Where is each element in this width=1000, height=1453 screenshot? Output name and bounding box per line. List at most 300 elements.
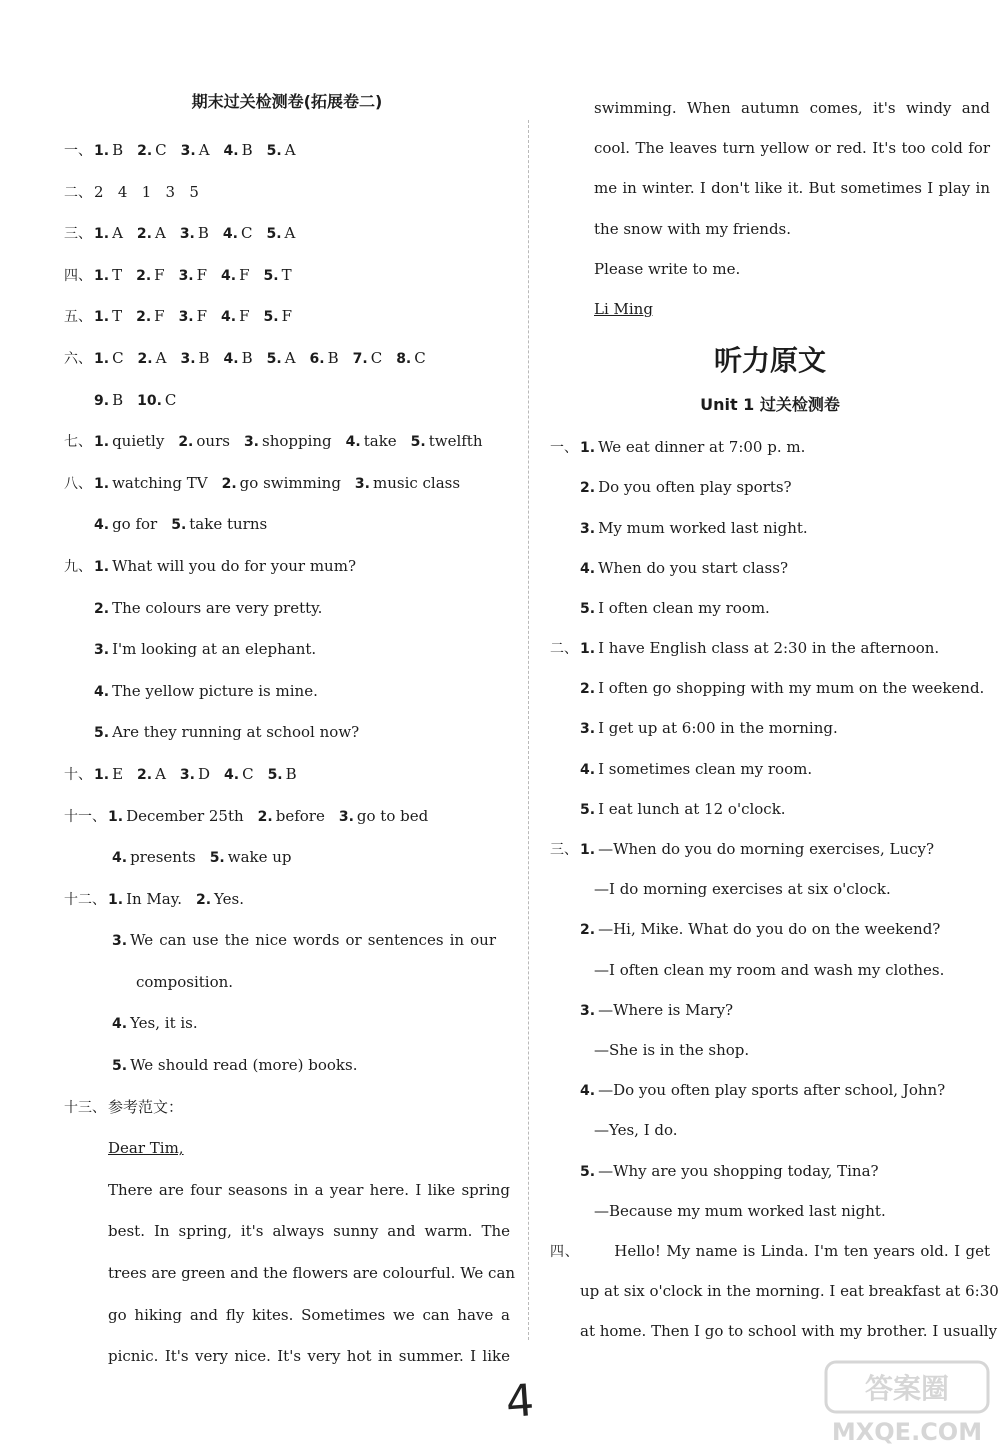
answer-line (550, 789, 990, 829)
item-number: 2. (178, 434, 194, 451)
answer-line (550, 548, 990, 588)
item-answer: The yellow picture is mine. (112, 681, 318, 700)
section-label: 五、 (64, 309, 92, 326)
answer-line (64, 296, 510, 338)
item-number: 5. (410, 434, 426, 451)
answer-item (138, 349, 167, 367)
answer-item (353, 349, 383, 367)
answer-line (64, 463, 510, 505)
answer-item (179, 266, 207, 284)
item-number: 4. (221, 267, 237, 284)
item-answer: We eat dinner at 7:00 p. m. (598, 438, 806, 457)
item-answer: We should read (more) books. (130, 1056, 358, 1075)
letter-continuation (550, 88, 990, 329)
answer-line (550, 829, 990, 869)
item-answer: I have English class at 2:30 in the afternoon. (598, 639, 940, 658)
item-answer: A (284, 348, 296, 367)
answer-item (137, 224, 166, 242)
item-answer: D (197, 764, 211, 783)
watermark-text: 答案圈 (864, 1372, 950, 1405)
item-answer: F (281, 307, 293, 326)
item-number: 1. (94, 434, 110, 451)
item-answer: E (112, 764, 124, 783)
answer-line (550, 628, 990, 668)
answer-item (108, 890, 182, 908)
item-answer: take (363, 432, 397, 451)
line-text: at home. Then I go to school with my brother. I usually (580, 1322, 998, 1341)
item-answer: C (240, 224, 253, 243)
answer-item (179, 307, 207, 325)
item-answer: I get up at 6:00 in the morning. (598, 719, 838, 738)
item-answer: —Why are you shopping today, Tina? (598, 1161, 879, 1180)
item-number: 5. (267, 766, 283, 783)
answer-line (550, 1271, 999, 1311)
item-number: 2. (137, 143, 153, 159)
answer-line (550, 749, 990, 789)
section-label: 十二、 (64, 891, 106, 908)
item-number: 8. (396, 350, 412, 367)
item-answer: B (112, 390, 124, 409)
item-number: 4. (222, 226, 238, 243)
item-number: 4. (94, 683, 110, 700)
answer-line (550, 869, 990, 909)
item-answer: watching TV (112, 473, 208, 492)
item-number: 3. (178, 267, 194, 284)
line-text: —I do morning exercises at six o'clock. (594, 880, 891, 899)
item-answer: Are they running at school now? (112, 723, 360, 742)
answer-item (180, 224, 209, 242)
item-answer: T (112, 265, 123, 284)
answer-item (94, 515, 157, 533)
item-answer: C (414, 348, 426, 367)
line-text: —Because my mum worked last night. (594, 1201, 886, 1220)
item-number: 5. (94, 725, 110, 742)
answer-line (64, 920, 510, 962)
item-answer: A (155, 348, 167, 367)
answer-line (64, 671, 510, 713)
page-number: 4 (504, 1375, 536, 1428)
answer-line (64, 1003, 510, 1045)
item-number: 4. (580, 560, 596, 577)
answer-item (94, 224, 123, 242)
item-number: 2. (580, 480, 596, 497)
answer-line (550, 990, 990, 1030)
item-answer: T (281, 265, 292, 284)
item-answer: A (112, 224, 123, 243)
item-answer: I often clean my room. (598, 598, 770, 617)
line-text: —She is in the shop. (594, 1040, 750, 1059)
item-answer: —Hi, Mike. What do you do on the weekend? (598, 920, 941, 939)
item-number: 1. (580, 440, 596, 457)
item-number: 4. (223, 350, 239, 367)
answer-item (112, 1014, 198, 1032)
item-answer: F (196, 265, 208, 284)
left-answer-list (64, 130, 516, 1378)
item-number: 1. (108, 808, 124, 825)
answer-item (94, 765, 123, 783)
section-label: 九、 (64, 558, 92, 575)
item-answer: ours (196, 432, 230, 451)
answer-item (136, 307, 164, 325)
answer-line (64, 1128, 510, 1170)
answer-line (550, 1070, 990, 1110)
answer-item (112, 1056, 357, 1074)
item-number: 1. (94, 143, 110, 159)
item-answer: —Where is Mary? (598, 1000, 734, 1019)
item-answer: wake up (227, 848, 292, 867)
answer-line (64, 1295, 510, 1337)
answer-item (94, 682, 318, 700)
answer-item (94, 723, 359, 741)
answer-item (171, 515, 267, 533)
item-answer: F (154, 307, 165, 326)
item-answer: B (327, 348, 339, 367)
watermark-graphic (822, 1356, 992, 1448)
answer-item (580, 840, 934, 858)
answer-line (550, 1151, 990, 1191)
listening-script-title: 听力原文 (713, 344, 826, 378)
item-answer: B (198, 348, 210, 367)
answer-line (550, 950, 990, 990)
item-answer: I often go shopping with my mum on the weekend. (598, 679, 985, 698)
answer-item (221, 266, 249, 284)
item-answer: C (112, 348, 124, 367)
watermark-domain: MXQE.COM (831, 1418, 983, 1446)
answer-line (550, 1311, 998, 1351)
answer-line (64, 629, 510, 671)
section-label: 六、 (64, 350, 92, 367)
answer-item (258, 807, 325, 825)
item-number: 2. (195, 891, 212, 908)
answer-item (339, 807, 428, 825)
answer-item (580, 1081, 945, 1099)
item-number: 2. (137, 350, 153, 367)
item-answer: A (198, 141, 210, 159)
line-text: picnic. It's very nice. It's very hot in summer. I like (108, 1347, 510, 1366)
item-answer: In May. (126, 889, 182, 908)
answer-item (180, 765, 210, 783)
answer-item (580, 519, 808, 537)
item-answer: —When do you do morning exercises, Lucy? (598, 840, 935, 858)
answer-item (94, 307, 122, 325)
item-number: 3. (243, 434, 259, 451)
line-text: —I often clean my room and wash my clothes. (594, 960, 945, 979)
answer-item (264, 307, 292, 325)
item-number: 2. (221, 475, 237, 492)
line-text: up at six o'clock in the morning. I eat breakfast at 6:30 (580, 1282, 999, 1301)
answer-item (244, 432, 332, 450)
item-answer: go for (112, 515, 158, 534)
item-answer: music class (372, 473, 461, 492)
answer-line (64, 1045, 510, 1087)
answer-item (94, 474, 208, 492)
item-number: 5. (580, 801, 596, 818)
answer-item (181, 141, 210, 159)
item-number: 3. (580, 1002, 596, 1019)
item-answer: C (242, 764, 254, 783)
answer-line (550, 249, 990, 289)
answer-item (580, 559, 788, 577)
item-answer: go to bed (356, 806, 429, 825)
answer-item (580, 800, 786, 818)
item-number: 4. (224, 766, 240, 783)
answer-item (580, 438, 805, 456)
item-number: 6. (309, 350, 325, 367)
answer-line (64, 962, 510, 1004)
item-number: 2. (136, 226, 152, 243)
item-number: 5. (112, 1058, 128, 1075)
answer-item (224, 349, 253, 367)
item-answer: T (112, 307, 123, 326)
item-answer: We can use the nice words or sentences in our (130, 931, 496, 950)
answer-item (94, 432, 164, 450)
line-text: composition. (136, 972, 234, 991)
left-column (64, 88, 516, 1378)
item-answer: B (197, 224, 209, 243)
section-label: 四、 (550, 1243, 580, 1260)
answer-line (64, 879, 510, 921)
item-number: 5. (580, 600, 596, 617)
section-label: 十三、 (64, 1099, 106, 1116)
answer-item (355, 474, 460, 492)
answer-line (550, 168, 990, 208)
answer-item (411, 432, 483, 450)
answer-line (64, 796, 510, 838)
item-answer: December 25th (126, 806, 244, 825)
line-text: trees are green and the flowers are colourful. We can (108, 1264, 516, 1283)
item-number: 5. (171, 517, 187, 534)
item-answer: Do you often play sports? (598, 478, 792, 497)
answer-item (224, 765, 254, 783)
item-number: 4. (345, 434, 361, 451)
item-number: 5. (266, 350, 282, 367)
item-answer: B (241, 348, 253, 367)
item-number: 3. (179, 226, 195, 243)
item-answer: quietly (112, 432, 165, 451)
answer-item (137, 141, 167, 159)
item-answer: B (285, 764, 297, 783)
answer-item (112, 931, 496, 949)
item-answer: Yes. (214, 889, 244, 908)
answer-item (268, 765, 297, 783)
section-label: 一、 (550, 440, 578, 457)
line-text: me in winter. I don't like it. But sometimes I play in (594, 179, 990, 198)
answer-item (346, 432, 397, 450)
answer-line (550, 1030, 990, 1070)
answer-line (64, 255, 510, 297)
answer-line (64, 172, 510, 214)
answer-item (210, 848, 292, 866)
item-number: 3. (580, 721, 596, 738)
item-number: 1. (94, 267, 110, 284)
item-number: 3. (178, 309, 194, 326)
answer-item (223, 224, 253, 242)
item-number: 2. (580, 681, 596, 698)
answer-item (580, 1162, 879, 1180)
item-answer: go swimming (239, 473, 341, 492)
item-number: 5. (266, 143, 282, 159)
exam-title: 期末过关检测卷(拓展卷二) (191, 92, 383, 111)
answer-item (580, 599, 770, 617)
answer-line (550, 1191, 990, 1231)
item-number: 5. (580, 1163, 596, 1180)
item-number: 2. (136, 267, 152, 284)
answer-item (580, 478, 792, 496)
answer-line (550, 909, 990, 949)
answer-line (550, 508, 990, 548)
answer-item (580, 679, 984, 697)
line-text: Li Ming (594, 299, 653, 318)
item-number: 1. (94, 350, 110, 367)
answer-line (64, 1253, 516, 1295)
item-number: 2. (580, 922, 596, 939)
item-answer: My mum worked last night. (598, 518, 808, 537)
item-answer: C (164, 390, 177, 409)
item-number: 5. (263, 267, 279, 284)
answer-line (64, 380, 510, 422)
item-number: 3. (94, 642, 110, 659)
item-number: 4. (221, 309, 237, 326)
item-number: 2. (94, 600, 110, 617)
item-answer: B (241, 141, 253, 159)
item-answer: What will you do for your mum? (112, 556, 356, 575)
item-answer: When do you start class? (598, 558, 788, 577)
item-number: 4. (580, 761, 596, 778)
answer-line (64, 1170, 510, 1212)
answer-line (64, 1211, 510, 1253)
item-number: 3. (580, 520, 596, 537)
section-label: 四、 (64, 267, 92, 284)
answer-item (580, 920, 940, 938)
item-number: 5. (263, 309, 279, 326)
answer-item (94, 266, 122, 284)
item-number: 3. (354, 475, 370, 492)
item-answer: —Do you often play sports after school, John? (598, 1081, 946, 1100)
item-answer: F (154, 265, 165, 284)
answer-item (94, 557, 356, 575)
line-text: Dear Tim, (108, 1139, 184, 1158)
answer-line (550, 1231, 990, 1271)
answer-item (108, 807, 244, 825)
answer-line (64, 213, 510, 255)
item-answer: twelfth (428, 432, 483, 451)
answer-line (64, 754, 510, 796)
answer-item (94, 391, 123, 409)
item-number: 3. (180, 350, 196, 367)
answer-line (64, 712, 510, 754)
item-number: 2. (257, 808, 273, 825)
answer-item (224, 141, 253, 159)
item-answer: A (284, 224, 296, 243)
item-number: 1. (94, 558, 110, 575)
item-number: 10. (137, 392, 162, 409)
item-answer: F (239, 265, 250, 284)
line-text: 2 4 1 3 5 (94, 182, 199, 201)
answer-item (137, 391, 176, 409)
line-text: cool. The leaves turn yellow or red. It's too cold for (594, 139, 990, 158)
item-number: 1. (94, 766, 110, 783)
answer-item (178, 432, 230, 450)
item-number: 4. (580, 1083, 596, 1100)
item-number: 4. (112, 1016, 128, 1033)
section-label: 二、 (550, 641, 578, 658)
answer-item (580, 1001, 733, 1019)
right-column (550, 88, 999, 1351)
answer-item (94, 640, 316, 658)
item-number: 4. (223, 143, 239, 159)
answer-line (64, 130, 510, 172)
item-number: 3. (180, 143, 196, 159)
item-answer: I'm looking at an elephant. (112, 640, 317, 659)
line-text: Please write to me. (594, 259, 741, 278)
answer-item (222, 474, 341, 492)
item-number: 5. (209, 850, 225, 867)
answer-line (64, 1087, 510, 1129)
section-label: 二、 (64, 184, 92, 201)
item-number: 5. (266, 226, 282, 243)
answer-item (136, 266, 164, 284)
answer-item (180, 349, 209, 367)
item-number: 1. (580, 842, 596, 858)
answer-line (550, 209, 990, 249)
line-text: the snow with my friends. (594, 219, 792, 238)
item-number: 1. (94, 309, 110, 326)
item-number: 3. (338, 808, 354, 825)
item-answer: take turns (189, 515, 268, 534)
section-label: 一、 (64, 143, 92, 159)
answer-line (550, 1110, 990, 1150)
item-number: 7. (352, 350, 368, 367)
line-text: swimming. When autumn comes, it's windy and (594, 99, 990, 117)
line-text: best. In spring, it's always sunny and warm. The (108, 1222, 510, 1241)
item-number: 9. (94, 392, 110, 409)
answer-line (64, 504, 510, 546)
item-answer: B (112, 141, 124, 159)
item-answer: A (284, 141, 296, 159)
item-answer: F (239, 307, 250, 326)
answer-line (550, 427, 990, 467)
section-label: 十一、 (64, 808, 106, 825)
item-answer: C (370, 348, 383, 367)
line-text: 参考范文： (108, 1097, 184, 1116)
section-label: 三、 (64, 226, 92, 243)
answer-line (550, 289, 990, 329)
answer-item (267, 141, 296, 159)
line-text: Hello! My name is Linda. I'm ten years old. I get (581, 1241, 991, 1260)
answer-item (94, 349, 124, 367)
item-number: 3. (179, 766, 195, 783)
answer-line (550, 88, 990, 128)
unit-title: Unit 1 过关检测卷 (700, 395, 840, 415)
item-answer: A (154, 224, 166, 243)
answer-line (64, 837, 510, 879)
item-answer: I sometimes clean my room. (598, 759, 813, 778)
watermark-logo (822, 1356, 992, 1448)
section-label: 三、 (550, 842, 578, 858)
line-text: There are four seasons in a year here. I like spring (108, 1180, 510, 1199)
item-number: 3. (112, 933, 128, 950)
answer-item (137, 765, 166, 783)
item-number: 2. (136, 309, 152, 326)
item-number: 4. (94, 517, 110, 534)
answer-line (64, 1336, 510, 1378)
answer-line (550, 588, 990, 628)
listening-script-list (550, 427, 999, 1351)
answer-item (196, 890, 244, 908)
answer-item (580, 639, 939, 657)
answer-item (267, 349, 296, 367)
answer-item (94, 141, 123, 159)
